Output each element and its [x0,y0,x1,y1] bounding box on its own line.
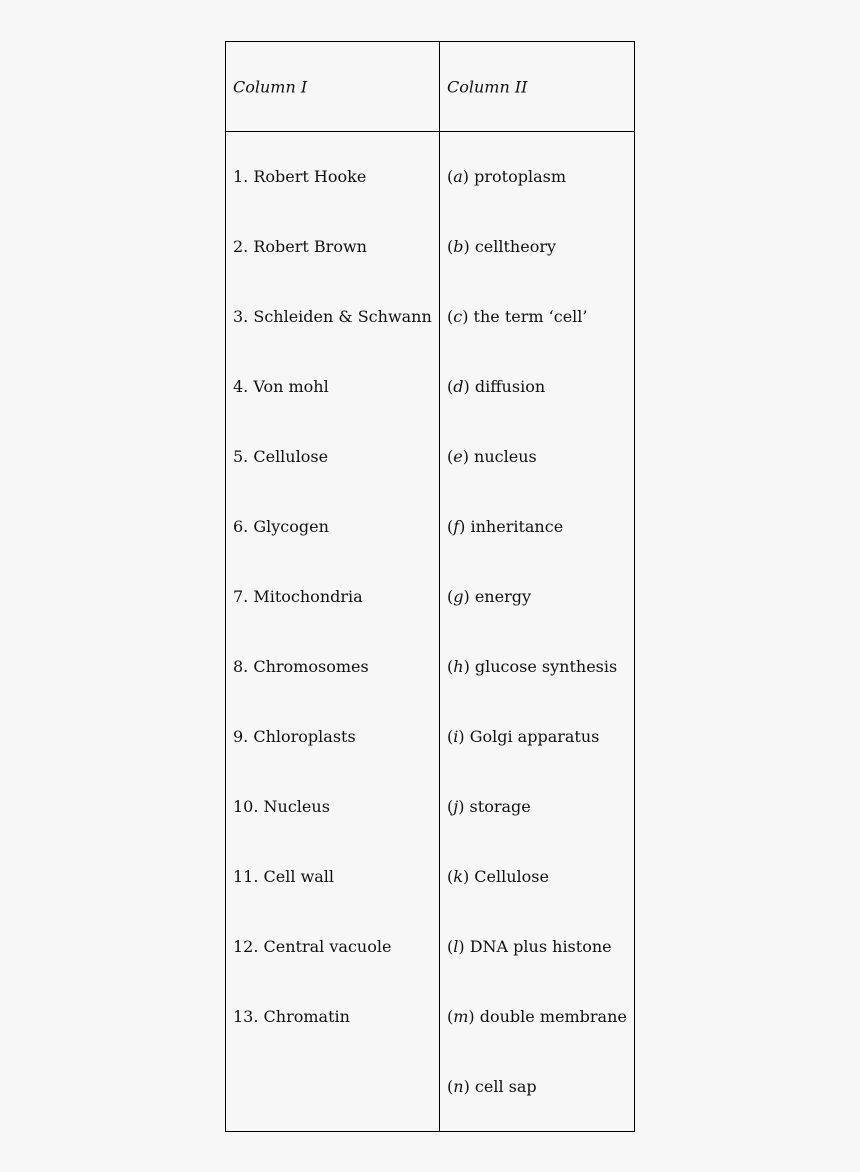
option-text: diffusion [474,377,546,396]
option-letter: d [453,377,464,396]
column-1-item: 10. Nucleus [233,797,330,816]
option-text: cell sap [474,1077,537,1096]
column-2-item: (k) Cellulose [447,867,549,886]
column-2-item: (d) diffusion [447,377,546,396]
column-2-item: (a) protoplasm [447,167,566,186]
option-letter: m [453,1007,469,1026]
option-letter: g [453,587,464,606]
column-2-item: (g) energy [447,587,531,606]
column-1-item: 6. Glycogen [233,517,329,536]
option-letter: l [453,937,459,956]
option-letter: j [453,797,459,816]
column-2-item: (e) nucleus [447,447,537,466]
column-1-header: Column I [233,77,308,97]
column-2-header: Column II [447,77,528,97]
column-2-item: (h) glucose synthesis [447,657,618,676]
column-1-item: 2. Robert Brown [233,237,367,256]
option-text: the term ‘cell’ [473,307,588,326]
option-text: nucleus [474,447,537,466]
column-1-item: 7. Mitochondria [233,587,363,606]
header-divider [226,131,634,132]
column-2-item: (b) celltheory [447,237,557,256]
option-letter: k [453,867,463,886]
option-text: double membrane [479,1007,627,1026]
column-2-item: (j) storage [447,797,531,816]
column-2-item: (f) inheritance [447,517,564,536]
option-letter: c [453,307,463,326]
option-text: protoplasm [474,167,566,186]
option-letter: a [453,167,463,186]
column-1-item: 9. Chloroplasts [233,727,356,746]
column-1-item: 4. Von mohl [233,377,329,396]
option-text: storage [469,797,531,816]
match-table [225,41,635,1132]
column-2-item: (l) DNA plus histone [447,937,612,956]
column-1-item: 11. Cell wall [233,867,335,886]
option-letter: n [453,1077,464,1096]
option-letter: i [453,727,459,746]
column-2-item: (m) double membrane [447,1007,627,1026]
option-text: celltheory [474,237,557,256]
column-1-item: 12. Central vacuole [233,937,392,956]
option-text: energy [474,587,531,606]
column-2-item: (c) the term ‘cell’ [447,307,588,326]
option-text: Cellulose [474,867,549,886]
option-letter: f [453,517,460,536]
column-2-item: (n) cell sap [447,1077,537,1096]
option-text: inheritance [470,517,564,536]
option-letter: h [453,657,464,676]
column-1-item: 3. Schleiden & Schwann [233,307,432,326]
option-letter: e [453,447,463,466]
option-text: glucose synthesis [474,657,618,676]
option-text: Golgi apparatus [469,727,600,746]
column-divider [439,42,440,1131]
column-1-item: 13. Chromatin [233,1007,350,1026]
column-2-item: (i) Golgi apparatus [447,727,600,746]
option-letter: b [453,237,464,256]
column-1-item: 8. Chromosomes [233,657,369,676]
column-1-item: 1. Robert Hooke [233,167,367,186]
column-1-item: 5. Cellulose [233,447,329,466]
option-text: DNA plus histone [469,937,612,956]
